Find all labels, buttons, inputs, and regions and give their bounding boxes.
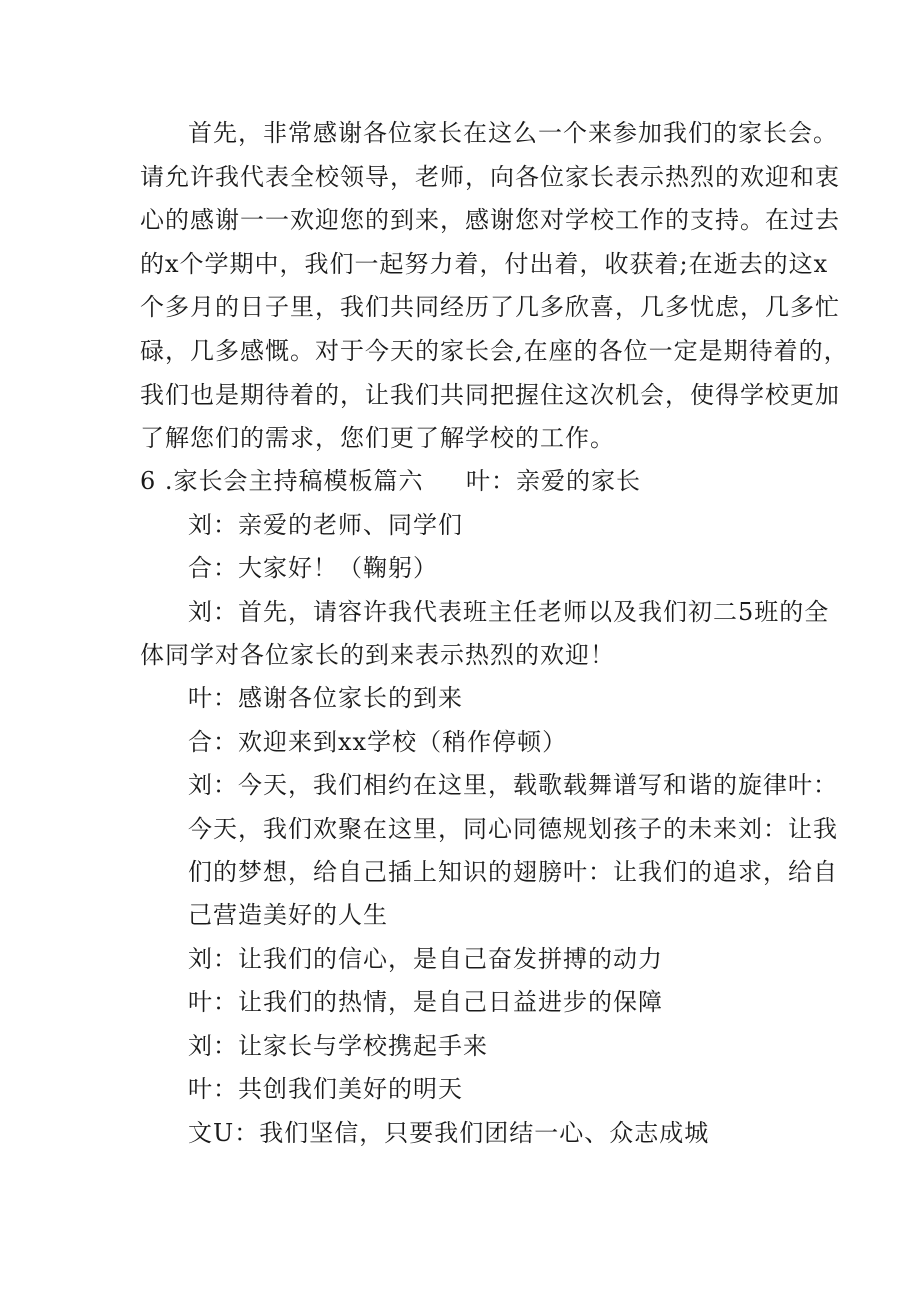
dialogue-line: 合：大家好！（鞠躬） xyxy=(188,554,438,582)
section-heading: 6 .家长会主持稿模板篇六 xyxy=(140,467,424,495)
dialogue-line: 刘：今天，我们相约在这里，载歌载舞谱写和谐的旋律叶： xyxy=(188,771,838,799)
paragraph-line: 心的感谢一一欢迎您的到来，感谢您对学校工作的支持。在过去 xyxy=(140,206,840,234)
paragraph-line: 请允许我代表全校领导，老师，向各位家长表示热烈的欢迎和衷 xyxy=(140,163,840,191)
paragraph-line: 首先，非常感谢各位家长在这么一个来参加我们的家长会。 xyxy=(188,119,838,147)
paragraph-line: 了解您们的需求，您们更了解学校的工作。 xyxy=(140,424,615,452)
paragraph-line: 碌，几多感慨。对于今天的家长会,在座的各位一定是期待着的， xyxy=(140,337,849,365)
dialogue-line: 文U：我们坚信，只要我们团结一心、众志成城 xyxy=(188,1119,710,1147)
dialogue-line: 叶：共创我们美好的明天 xyxy=(188,1075,463,1103)
dialogue-line: 刘：让家长与学校携起手来 xyxy=(188,1032,488,1060)
paragraph-line: 我们也是期待着的，让我们共同把握住这次机会，使得学校更加 xyxy=(140,381,840,409)
dialogue-line: 刘：让我们的信心，是自己奋发拼搏的动力 xyxy=(188,945,663,973)
dialogue-line: 叶：感谢各位家长的到来 xyxy=(188,684,463,712)
dialogue-line: 刘：首先，请容许我代表班主任老师以及我们初二5班的全 xyxy=(188,598,830,626)
paragraph-line: 的x个学期中，我们一起努力着，付出着，收获着;在逝去的这x xyxy=(140,250,829,278)
dialogue-line: 叶：让我们的热情，是自己日益进步的保障 xyxy=(188,988,663,1016)
dialogue-line: 今天，我们欢聚在这里，同心同德规划孩子的未来刘：让我 xyxy=(188,815,838,843)
dialogue-line: 体同学对各位家长的到来表示热烈的欢迎！ xyxy=(140,641,615,669)
dialogue-line: 刘：亲爱的老师、同学们 xyxy=(188,511,463,539)
dialogue-line: 们的梦想，给自己插上知识的翅膀叶：让我们的追求，给自 xyxy=(188,858,838,886)
dialogue-line: 合：欢迎来到xx学校（稍作停顿） xyxy=(188,728,568,756)
paragraph-line: 个多月的日子里，我们共同经历了几多欣喜，几多忧虑，几多忙 xyxy=(140,293,840,321)
heading-greeting: 叶：亲爱的家长 xyxy=(466,467,641,495)
dialogue-line: 己营造美好的人生 xyxy=(188,901,388,929)
